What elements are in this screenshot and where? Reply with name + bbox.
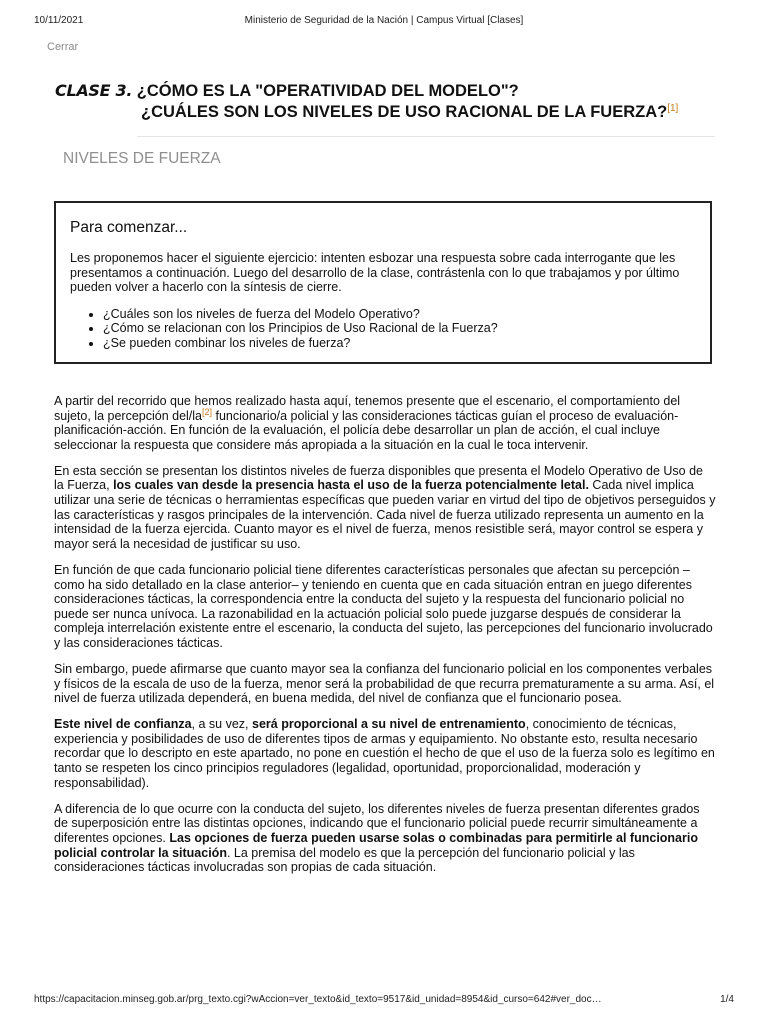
paragraph-text: . La premisa del modelo es que la percepción del funcionario policial y las consideraciones tácticas involucradas son propias de cada situación.	[54, 845, 635, 875]
emphasis-text: será proporcional a su nivel de entrenamiento	[252, 717, 526, 732]
question-item: • ¿Se pueden combinar los niveles de fuerza?	[103, 336, 696, 351]
paragraph-6	[54, 802, 716, 875]
print-date: 10/11/2021	[34, 15, 84, 26]
question-item: • ¿Cómo se relacionan con los Principios de Uso Racional de la Fuerza?	[103, 321, 696, 336]
emphasis-text: Las opciones de fuerza pueden usarse solas o combinadas para permitirle al funcionario policial controlar la situación	[54, 830, 698, 860]
paragraph-3: En función de que cada funcionario policial tiene diferentes características personales que afectan su percepción –como ha sido detallado en la clase anterior– y teniendo en cuenta que en cada situación entran en juego diferentes consideraciones tácticas, la correspondencia entre la conducta del sujeto y la respuesta del funcionario policial no puede ser nunca unívoca. La razonabilidad en la actuación policial solo puede juzgarse después de considerar la compleja interrelación existente entre el escenario, la conducta del sujeto, las percepciones del funcionario involucrado y las consideraciones tácticas.	[54, 562, 713, 650]
question-item: • ¿Cuáles son los niveles de fuerza del Modelo Operativo?	[103, 307, 696, 322]
class-title-line2: ¿CUÁLES SON LOS NIVELES DE USO RACIONAL DE LA FUERZA?	[141, 103, 668, 121]
class-label: CLASE 3.	[55, 81, 133, 100]
emphasis-text: los cuales van desde la presencia hasta el uso de la fuerza potencialmente letal.	[113, 478, 589, 493]
paragraph-text: funcionario/a policial y las consideraciones tácticas guían el proceso de evaluación-planificación-acción. En función de la evaluación, el policía debe desarrollar un plan de acción, el cual incluye seleccionar la respuesta que considere más apropiada a la situación en la cual le toca intervenir.	[54, 408, 679, 452]
emphasis-text: Este nivel de confianza	[54, 717, 192, 732]
paragraph-2	[54, 464, 716, 552]
print-footer	[34, 994, 734, 1008]
paragraph-text: A partir del recorrido que hemos realizado hasta aquí, tenemos presente que el escenario, el comportamiento del sujeto, la percepción del/la	[54, 394, 681, 423]
print-url: https://capacitacion.minseg.gob.ar/prg_texto.cgi?wAccion=ver_texto&id_texto=9517&id_unidad=8954&id_curso=642#ver_doc…	[34, 994, 602, 1005]
question-list	[70, 307, 696, 351]
body-text	[54, 394, 716, 886]
intro-box	[54, 201, 712, 364]
footnote-link-1[interactable]: [1]	[667, 103, 679, 114]
intro-heading: Para comenzar...	[70, 219, 188, 236]
section-heading: NIVELES DE FUERZA	[63, 150, 221, 167]
paragraph-4: Sin embargo, puede afirmarse que cuanto mayor sea la confianza del funcionario policial en los componentes verbales y físicos de la escala de uso de la fuerza, menor será la probabilidad de que recurra prematuramente a su arma. Así, el nivel de fuerza utilizada dependerá, en buena medida, del nivel de confianza que el funcionario posea.	[54, 662, 715, 706]
intro-paragraph: Les proponemos hacer el siguiente ejercicio: intenten esbozar una respuesta sobre cada interrogante que les presentamos a continuación. Luego del desarrollo de la clase, contrástenla con lo que trabajamos y por último pueden volver a hacerlo con la síntesis de cierre.	[70, 251, 680, 294]
print-header	[34, 15, 734, 29]
paragraph-text: , a su vez,	[191, 717, 252, 732]
paragraph-1	[54, 394, 716, 452]
paragraph-5	[54, 717, 716, 790]
page-number: 1/4	[720, 994, 734, 1005]
title-divider	[137, 136, 715, 137]
class-title	[55, 80, 715, 123]
paragraph-text: Cada nivel implica utilizar una serie de técnicas o herramientas específicas que pueden variar en virtud del tipo de objetivos perseguidos y las características y rasgos principales de la intervención. Cada nivel de fuerza utilizado representa un aumento en la intensidad de la fuerza ejercida. Cuanto mayor es el nivel de fuerza, menos resistible será, mayor control se espera y mayor será la necesidad de justificar su uso.	[54, 478, 716, 551]
paragraph-text: En esta sección se presentan los distintos niveles de fuerza disponibles que presenta el Modelo Operativo de Uso de la Fuerza,	[54, 463, 703, 493]
print-page-title: Ministerio de Seguridad de la Nación | Campus Virtual [Clases]	[244, 15, 524, 26]
footnote-link-2[interactable]: [2]	[202, 406, 213, 417]
paragraph-text: , conocimiento de técnicas, experiencia y posibilidades de uso de diferentes tipos de armas y equipamiento. No obstante esto, resulta necesario recordar que lo descripto en este apartado, no pone en cuestión el hecho de que el uso de la fuerza solo es legítimo en tanto se respeten los cinco principios reguladores (legalidad, oportunidad, proporcionalidad, moderación y responsabilidad).	[54, 717, 715, 790]
close-link[interactable]: Cerrar	[47, 41, 79, 53]
class-title-line1: ¿CÓMO ES LA "OPERATIVIDAD DEL MODELO"?	[132, 82, 519, 100]
paragraph-text: A diferencia de lo que ocurre con la conducta del sujeto, los diferentes niveles de fuerza presentan diferentes grados de superposición entre las distintas opciones, indicando que el funcionario policial puede recurrir simultáneamente a diferentes opciones.	[54, 801, 700, 845]
